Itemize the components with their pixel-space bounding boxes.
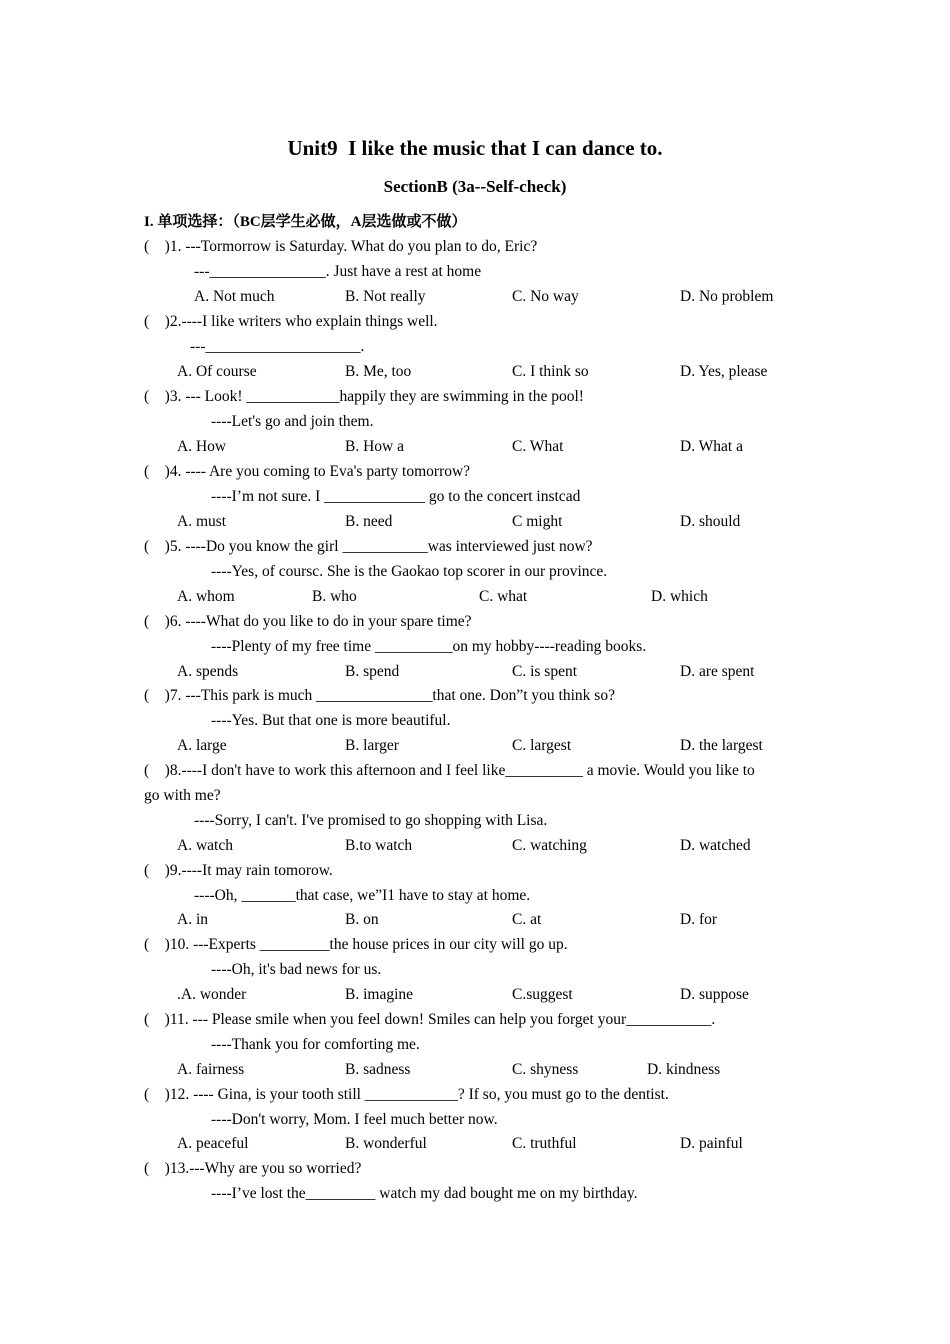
question-3-response: ----Let's go and join them. [211, 413, 374, 430]
question-3-option-a: A. How [177, 438, 227, 455]
question-8-response: ----Sorry, I can't. I've promised to go shopping with Lisa. [194, 812, 548, 829]
question-8-option-a: A. watch [177, 837, 233, 854]
question-8-option-c: C. watching [512, 837, 587, 854]
question-2-option-c: C. I think so [512, 363, 589, 380]
question-9-response: ----Oh, _______that case, we”I1 have to stay at home. [194, 887, 531, 904]
question-5: ( )5. ----Do you know the girl ___________was interviewed just now? [144, 538, 593, 555]
question-2: ( )2.----I like writers who explain things well. [144, 313, 438, 330]
section-heading: I. 单项选择：（BC层学生必做，A层选做或不做） [144, 214, 467, 230]
question-7-option-d: D. the largest [680, 737, 763, 754]
question-13: ( )13.---Why are you so worried? [144, 1160, 362, 1177]
question-8-option-b: B.to watch [345, 837, 413, 854]
question-8: ( )8.----I don't have to work this afternoon and I feel like__________ a movie. Would you like to [144, 762, 755, 779]
question-8-continued: go with me? [144, 787, 221, 804]
question-9-option-d: D. for [680, 911, 718, 928]
question-12-option-a: A. peaceful [177, 1135, 249, 1152]
question-4-response: ----I’m not sure. I _____________ go to the concert instcad [211, 488, 581, 505]
question-6-response: ----Plenty of my free time __________on my hobby----reading books. [211, 638, 647, 655]
question-11: ( )11. --- Please smile when you feel down! Smiles can help you forget your___________. [144, 1011, 716, 1028]
question-9-option-a: A. in [177, 911, 208, 928]
question-7-option-b: B. larger [345, 737, 399, 754]
question-12-response: ----Don't worry, Mom. I feel much better now. [211, 1111, 498, 1128]
question-2-response: ---____________________. [190, 338, 365, 355]
question-1-response: ---_______________. Just have a rest at home [194, 263, 482, 280]
question-2-option-a: A. Of course [177, 363, 257, 380]
question-12-option-d: D. painful [680, 1135, 743, 1152]
question-10-option-d: D. suppose [680, 986, 749, 1003]
question-11-option-a: A. fairness [177, 1061, 245, 1078]
question-12-option-c: C. truthful [512, 1135, 577, 1152]
page-title: Unit9 I like the music that I can dance to. [287, 136, 663, 160]
question-10-option-b: B. imagine [345, 986, 414, 1003]
question-6: ( )6. ----What do you like to do in your spare time? [144, 613, 472, 630]
question-10-option-a: .A. wonder [177, 986, 247, 1003]
question-4-option-b: B. need [345, 513, 393, 530]
question-7-option-a: A. large [177, 737, 227, 754]
question-6-option-d: D. are spent [680, 663, 755, 680]
question-5-option-b: B. who [312, 588, 357, 605]
question-9-option-c: C. at [512, 911, 542, 928]
question-2-option-d: D. Yes, please [680, 363, 768, 380]
question-3: ( )3. --- Look! ____________happily they are swimming in the pool! [144, 388, 584, 405]
question-12: ( )12. ---- Gina, is your tooth still ____________? If so, you must go to the dentist. [144, 1086, 669, 1103]
question-5-option-c: C. what [479, 588, 528, 605]
question-7: ( )7. ---This park is much _______________that one. Don”t you think so? [144, 687, 615, 704]
question-11-option-d: D. kindness [647, 1061, 721, 1078]
question-1-option-b: B. Not really [345, 288, 426, 305]
question-11-option-b: B. sadness [345, 1061, 411, 1078]
question-10-response: ----Oh, it's bad news for us. [211, 961, 382, 978]
question-3-option-c: C. What [512, 438, 564, 455]
question-5-option-a: A. whom [177, 588, 235, 605]
question-5-option-d: D. which [651, 588, 708, 605]
question-4-option-a: A. must [177, 513, 227, 530]
question-5-response: ----Yes, of coursc. She is the Gaokao top scorer in our province. [211, 563, 608, 580]
question-4-option-c: C might [512, 513, 563, 530]
question-1-option-d: D. No problem [680, 288, 774, 305]
question-9: ( )9.----It may rain tomorow. [144, 862, 333, 879]
question-3-option-d: D. What a [680, 438, 743, 455]
question-10: ( )10. ---Experts _________the house prices in our city will go up. [144, 936, 568, 953]
question-9-option-b: B. on [345, 911, 379, 928]
question-11-option-c: C. shyness [512, 1061, 579, 1078]
question-3-option-b: B. How a [345, 438, 404, 455]
question-1: ( )1. ---Tormorrow is Saturday. What do you plan to do, Eric? [144, 238, 538, 255]
question-2-option-b: B. Me, too [345, 363, 412, 380]
question-13-response: ----I’ve lost the_________ watch my dad bought me on my birthday. [211, 1185, 638, 1202]
page-subtitle: SectionB (3a--Self-check) [383, 177, 567, 196]
question-6-option-b: B. spend [345, 663, 400, 680]
question-7-option-c: C. largest [512, 737, 572, 754]
question-4-option-d: D. should [680, 513, 741, 530]
question-7-response: ----Yes. But that one is more beautiful. [211, 712, 451, 729]
question-4: ( )4. ---- Are you coming to Eva's party tomorrow? [144, 463, 471, 480]
question-10-option-c: C.suggest [512, 986, 573, 1003]
question-6-option-a: A. spends [177, 663, 239, 680]
question-1-option-c: C. No way [512, 288, 579, 305]
question-6-option-c: C. is spent [512, 663, 578, 680]
question-8-option-d: D. watched [680, 837, 751, 854]
question-1-option-a: A. Not much [194, 288, 275, 305]
question-11-response: ----Thank you for comforting me. [211, 1036, 420, 1053]
question-12-option-b: B. wonderful [345, 1135, 427, 1152]
